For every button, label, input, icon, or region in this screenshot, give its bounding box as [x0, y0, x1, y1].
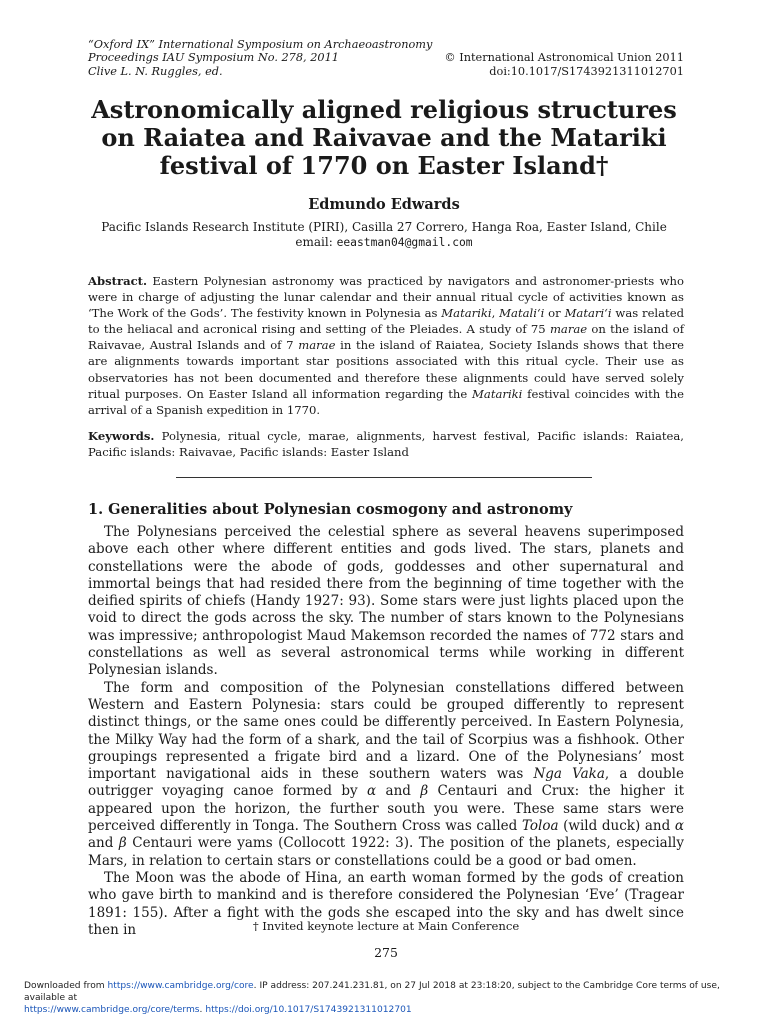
header-copyright: © International Astronomical Union 2011: [444, 51, 684, 65]
paragraph-text: , a double outrigger voyaging canoe formed by: [88, 766, 684, 800]
paragraph-term: Nga Vaka: [533, 766, 605, 783]
abstract-term: marae: [298, 338, 336, 353]
header-line-1: “Oxford IX” International Symposium on Archaeoastronomy: [88, 38, 433, 51]
author-email[interactable]: eeastman04@gmail.com: [336, 235, 473, 249]
paragraph-term: Toloa: [521, 818, 559, 835]
header-editor: Clive L. N. Ruggles, ed.: [88, 64, 223, 78]
download-text: .: [199, 1005, 206, 1015]
paragraph-text: The form and composition of the Polynesian constellations differed between Western and Eastern Polynesia: stars could be grouped differently to represent distinct things, or the same ones could be differently perceived. In Eastern Polynesia, the Milky Way had the form of a shark, and the tail of Scorpius was a fishhook. Other groupings represented a frigate bird and a lizard. One of the Polynesians’ most important navigational aids in these southern waters was: [88, 679, 684, 783]
paragraph-text: and: [88, 835, 119, 852]
greek-symbol: α: [367, 783, 377, 800]
body-text: [88, 524, 684, 939]
section-heading: 1. Generalities about Polynesian cosmogony and astronomy: [88, 501, 573, 518]
running-header: [88, 38, 684, 78]
abstract-label: Abstract.: [88, 274, 148, 288]
title-line-3: festival of 1770 on Easter Island†: [159, 151, 609, 180]
section-divider: [176, 477, 592, 478]
abstract-text: Eastern Polynesian astronomy was practiced by navigators and astronomer-priests who were in charge of adjusting the lunar calendar and their annual ritual cycle of activities known as ‘The Work of the Gods’. The festivity known in Polynesia as: [88, 274, 684, 321]
download-text: Downloaded from: [24, 981, 108, 991]
paragraph-text: (wild duck) and: [558, 818, 675, 835]
page-number: 275: [374, 945, 398, 960]
email-label: email:: [295, 234, 333, 249]
header-doi: doi:10.1017/S1743921311012701: [489, 64, 684, 78]
header-proceedings: Proceedings IAU Symposium No. 278, 2011: [88, 51, 339, 65]
abstract-text: in the island of Raiatea, Society Islands shows that there are alignments towards important star positions associated with this ritual cycle. Their use as observatories has not been documented and therefore these alignments could have served solely ritual purposes. On Easter Island all information regarding the: [88, 338, 684, 401]
keywords: [88, 428, 684, 460]
greek-symbol: β: [420, 783, 429, 800]
terms-link[interactable]: https://www.cambridge.org/core/terms: [24, 1005, 200, 1015]
download-notice: [24, 980, 754, 1016]
cambridge-core-link[interactable]: https://www.cambridge.org/core: [107, 981, 254, 991]
keywords-text: Polynesia, ritual cycle, marae, alignments, harvest festival, Pacific islands: Raiatea, Pacific islands: Raivavae, Pacific islands: Easter Island: [88, 429, 684, 460]
abstract-text: on the island of Raivavae, Austral Islands and of 7: [88, 322, 684, 353]
abstract-text: ,: [491, 306, 500, 321]
author-email-line: [60, 235, 708, 251]
paragraph: The Polynesians perceived the celestial sphere as several heavens superimposed above each other where different entities and gods lived. The stars, planets and constellations were the abode of gods, goddesses and other supernatural and immortal beings that had resided there from the beginning of time together with the deified spirits of chiefs (Handy 1927: 93). Some stars were just lights placed upon the void to direct the gods across the sky. The number of stars known to the Polynesians was impressive; anthropologist Maud Makemson recorded the names of 772 stars and constellations as well as several astronomical terms while working in different Polynesian islands.: [88, 524, 684, 679]
paragraph-text: Centauri and Crux: the higher it appeared upon the horizon, the further south you were. These same stars were perceived differently in Tonga. The Southern Cross was called: [88, 783, 684, 835]
abstract-term: Matariki: [441, 306, 492, 321]
abstract-term: Matariki: [472, 386, 523, 401]
download-text: . IP address: 207.241.231.81, on 27 Jul 2018 at 23:18:20, subject to the Cambridge Core terms of use, available at: [24, 981, 720, 1003]
abstract-text: festival coincides with the arrival of a Spanish expedition in 1770.: [88, 386, 684, 417]
header-line-3: [88, 65, 684, 78]
doi-link[interactable]: https://doi.org/10.1017/S1743921311012701: [205, 1005, 412, 1015]
paragraph-text: and: [376, 783, 421, 800]
author-name: Edmundo Edwards: [308, 196, 460, 213]
paragraph: The Moon was the abode of Hina, an earth woman formed by the gods of creation who gave birth to mankind and is therefore considered the Polynesian ‘Eve’ (Tragear 1891: 155). After a fight with the gods she escaped into the sky and has dwelt since then in: [88, 869, 684, 938]
abstract-text: or: [544, 306, 565, 321]
keywords-label: Keywords.: [88, 429, 155, 443]
greek-symbol: α: [674, 818, 685, 835]
author-affiliation: Pacific Islands Research Institute (PIRI), Casilla 27 Correro, Hanga Roa, Easter Island, Chile: [101, 220, 667, 234]
title-line-1: Astronomically aligned religious structures: [91, 95, 677, 124]
title-line-2: on Raiatea and Raivavae and the Matariki: [101, 123, 667, 152]
header-line-2: [88, 51, 684, 64]
abstract-term: Matali‘i: [499, 306, 545, 321]
footnote: † Invited keynote lecture at Main Conference: [252, 919, 520, 933]
abstract-term: marae: [549, 322, 588, 337]
abstract-term: Matari‘i: [564, 306, 612, 321]
abstract-text: was related to the heliacal and acronical rising and setting of the Pleiades. A study of 75: [88, 306, 684, 337]
paragraph: [88, 680, 684, 870]
paragraph-text: Centauri were yams (Collocott 1922: 3). The position of the planets, especially Mars, in relation to certain stars or constellations could be a good or bad omen.: [88, 835, 684, 869]
greek-symbol: β: [118, 835, 127, 852]
abstract: [88, 273, 684, 418]
author-affiliation-block: [60, 220, 708, 250]
paper-title: [60, 96, 708, 180]
